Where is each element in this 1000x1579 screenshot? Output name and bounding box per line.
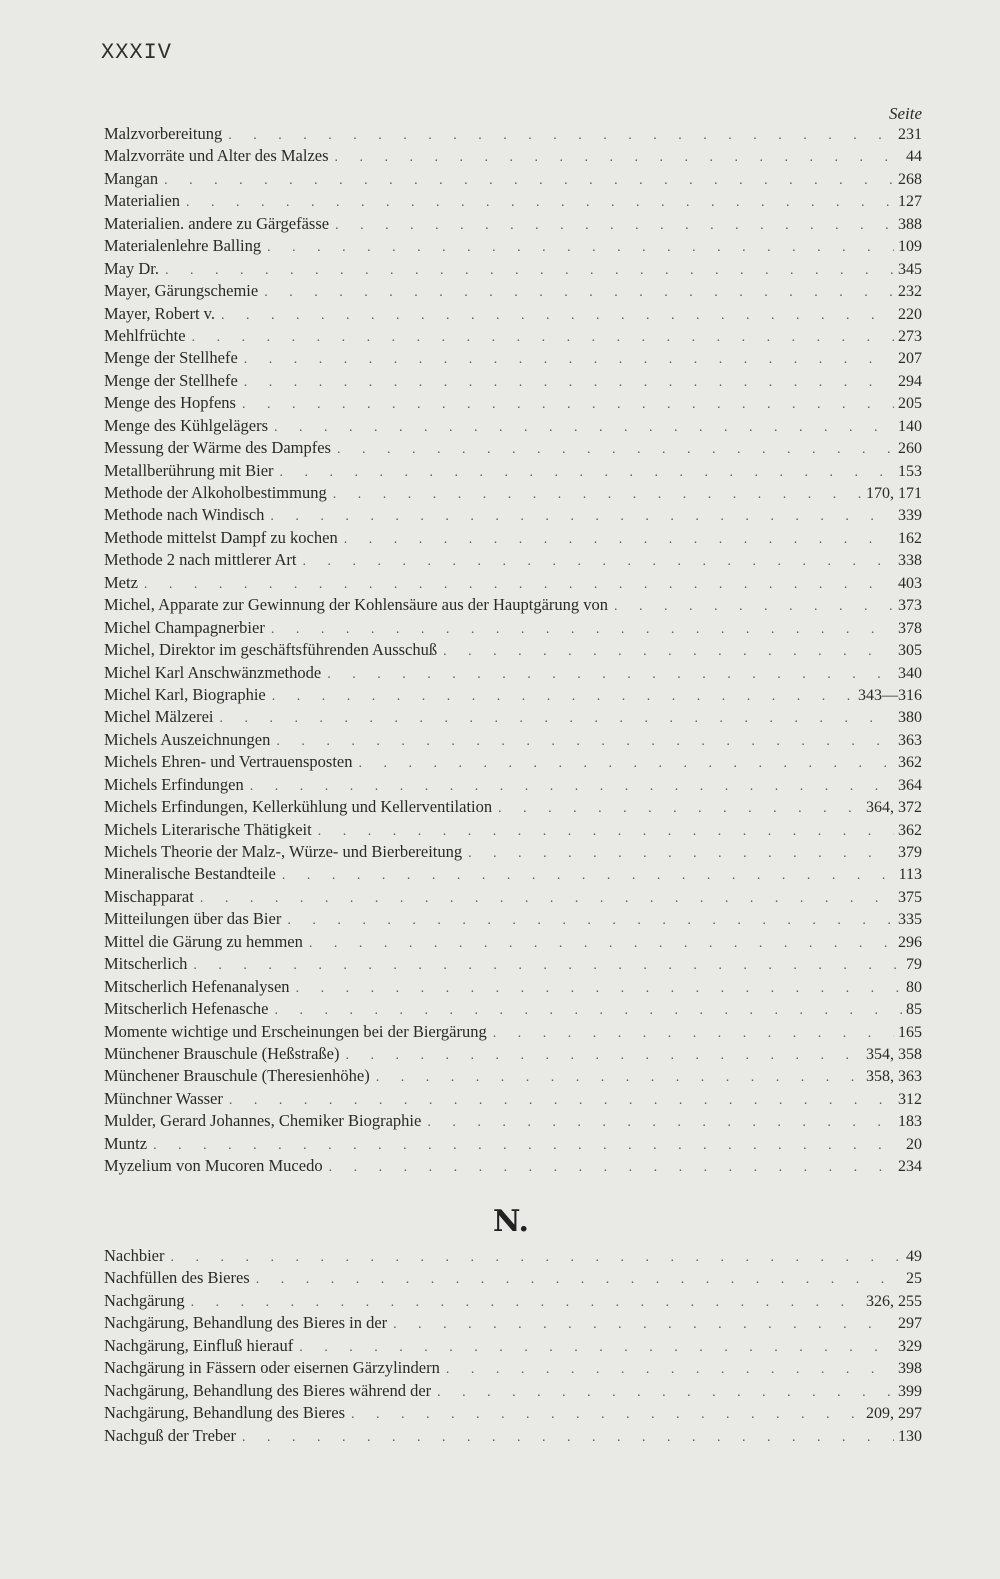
dot-leader	[299, 1337, 894, 1359]
index-entry	[104, 392, 922, 414]
index-entry-page: 209, 297	[866, 1405, 922, 1423]
index-entry	[104, 415, 922, 437]
dot-leader	[229, 1090, 894, 1112]
index-entry-page: 85	[906, 1001, 922, 1019]
index-entry-page: 375	[898, 888, 922, 906]
index-entry-term: Malzvorräte und Alter des Malzes	[104, 146, 329, 166]
index-entry-page: 312	[898, 1090, 922, 1108]
dot-leader	[280, 462, 894, 484]
index-entry	[104, 1043, 922, 1065]
index-entry-page: 207	[898, 350, 922, 368]
dot-leader	[333, 484, 862, 506]
index-entry-page: 79	[906, 956, 922, 974]
index-entry-page: 326, 255	[866, 1292, 922, 1310]
dot-leader	[393, 1314, 894, 1336]
index-entry-term: Menge der Stellhefe	[104, 370, 238, 390]
index-entry-page: 130	[898, 1427, 922, 1445]
index-entry-term: Michels Auszeichnungen	[104, 729, 271, 749]
index-entry-page: 220	[898, 305, 922, 323]
dot-leader	[144, 574, 894, 596]
dot-leader	[309, 933, 894, 955]
index-entry-page: 273	[898, 327, 922, 345]
index-entry	[104, 729, 922, 751]
dot-leader	[359, 753, 894, 775]
dot-leader	[443, 641, 894, 663]
dot-leader	[296, 978, 902, 1000]
index-entry	[104, 1155, 922, 1177]
index-entry-term: Muntz	[104, 1133, 148, 1153]
dot-leader	[250, 776, 894, 798]
index-entry	[104, 437, 922, 459]
index-entry-page: 127	[898, 193, 922, 211]
index-entry-term: Münchener Brauschule (Theresienhöhe)	[104, 1066, 370, 1086]
index-entry-term: Michels Erfindungen, Kellerkühlung und Kellerventilation	[104, 797, 493, 817]
index-entry-page: 388	[898, 215, 922, 233]
index-entry-page: 113	[898, 866, 922, 884]
index-entry	[104, 370, 922, 392]
index-entry	[104, 1065, 922, 1087]
dot-leader	[335, 147, 902, 169]
index-entry-term: Messung der Wärme des Dampfes	[104, 438, 331, 458]
index-entry	[104, 863, 922, 885]
index-entry-term: Myzelium von Mucoren Mucedo	[104, 1156, 323, 1176]
dot-leader	[287, 910, 894, 932]
index-entry	[104, 1380, 922, 1402]
index-entry-page: 340	[898, 664, 922, 682]
dot-leader	[186, 192, 894, 214]
dot-leader	[327, 664, 894, 686]
index-entry-term: Methode der Alkoholbestimmung	[104, 483, 327, 502]
index-entry-term: Nachfüllen des Bieres	[104, 1268, 250, 1288]
index-entry	[104, 1357, 922, 1379]
dot-leader	[192, 327, 894, 349]
index-entry-term: Mischapparat	[104, 886, 194, 906]
index-entry-term: Nachgärung, Behandlung des Bieres	[104, 1403, 346, 1423]
dot-leader	[200, 888, 894, 910]
index-entry	[104, 617, 922, 639]
index-entry-term: Mayer, Robert v.	[104, 303, 215, 323]
index-entry	[104, 213, 922, 235]
index-entry	[104, 280, 922, 302]
index-entry	[104, 1021, 922, 1043]
index-entry	[104, 504, 922, 526]
dot-leader	[446, 1359, 894, 1381]
index-entry	[104, 460, 922, 482]
index-entry-page: 80	[906, 978, 922, 996]
index-entry	[104, 953, 922, 975]
index-entry	[104, 1267, 922, 1289]
index-entry-term: Methode 2 nach mittlerer Art	[104, 550, 297, 570]
index-entry	[104, 1290, 922, 1312]
dot-leader	[267, 237, 894, 259]
index-entry-term: May Dr.	[104, 258, 159, 278]
dot-leader	[318, 821, 894, 843]
dot-leader	[274, 417, 894, 439]
index-entry	[104, 639, 922, 661]
index-entry-term: Nachbier	[104, 1246, 165, 1265]
index-entry	[104, 841, 922, 863]
index-entry	[104, 258, 922, 280]
index-entry	[104, 235, 922, 257]
index-entry-page: 362	[898, 754, 922, 772]
index-entry-page: 363	[898, 731, 922, 749]
index-entry-page: 260	[898, 440, 922, 458]
index-entry	[104, 751, 922, 773]
index-entry-term: Mulder, Gerard Johannes, Chemiker Biographie	[104, 1111, 422, 1131]
index-entry-term: Methode nach Windisch	[104, 505, 265, 525]
index-entry-page: 20	[906, 1135, 922, 1153]
index-entry	[104, 1425, 922, 1447]
index-entry-term: Metallberührung mit Bier	[104, 460, 274, 480]
dot-leader	[270, 506, 894, 528]
index-entry-page: 44	[906, 148, 922, 166]
dot-leader	[193, 955, 902, 977]
index-list-m	[104, 123, 922, 1178]
dot-leader	[271, 619, 894, 641]
dot-leader	[614, 596, 894, 618]
index-entry-term: Michel Champagnerbier	[104, 617, 265, 637]
index-entry	[104, 1402, 922, 1424]
dot-leader	[272, 686, 854, 708]
index-entry-term: Nachgärung in Fässern oder eisernen Gärzylindern	[104, 1358, 440, 1378]
dot-leader	[242, 394, 894, 416]
index-entry-page: 49	[906, 1248, 922, 1265]
index-entry-page: 25	[906, 1270, 922, 1288]
index-entry-term: Materialenlehre Balling	[104, 236, 262, 256]
index-entry-page: 398	[898, 1360, 922, 1378]
index-entry	[104, 347, 922, 369]
index-entry-term: Michel, Direktor im geschäftsführenden Ausschuß	[104, 640, 438, 660]
index-entry	[104, 886, 922, 908]
dot-leader	[242, 1427, 894, 1449]
index-entry-page: 364	[898, 776, 922, 794]
dot-leader	[244, 372, 894, 394]
index-entry	[104, 325, 922, 347]
dot-leader	[337, 439, 894, 461]
index-entry	[104, 303, 922, 325]
index-entry-term: Michels Ehren- und Vertrauensposten	[104, 752, 353, 772]
index-entry-page: 232	[898, 283, 922, 301]
index-entry-page: 165	[898, 1023, 922, 1041]
index-entry	[104, 190, 922, 212]
dot-leader	[335, 215, 894, 237]
index-entry-term: Mineralische Bestandteile	[104, 864, 276, 884]
dot-leader	[164, 170, 894, 192]
index-entry-term: Michel Karl Anschwänzmethode	[104, 662, 322, 682]
index-entry-term: Michels Literarische Thätigkeit	[104, 819, 312, 839]
dot-leader	[282, 865, 895, 887]
dot-leader	[220, 708, 895, 730]
index-entry-term: Münchener Brauschule (Heßstraße)	[104, 1043, 340, 1063]
index-entry-term: Michels Erfindungen	[104, 774, 244, 794]
index-entry-term: Münchner Wasser	[104, 1088, 223, 1108]
index-entry-term: Metz	[104, 572, 138, 592]
dot-leader	[256, 1269, 902, 1291]
index-entry	[104, 706, 922, 728]
index-entry	[104, 1133, 922, 1155]
index-entry-term: Nachguß der Treber	[104, 1425, 236, 1445]
index-entry-page: 338	[898, 552, 922, 570]
dot-leader	[468, 843, 894, 865]
index-entry	[104, 774, 922, 796]
index-entry-page: 297	[898, 1315, 922, 1333]
index-entry	[104, 572, 922, 594]
index-entry-term: Michel, Apparate zur Gewinnung der Kohlensäure aus der Hauptgärung von	[104, 595, 609, 615]
dot-leader	[244, 349, 894, 371]
index-entry-page: 335	[898, 911, 922, 929]
index-entry-term: Mangan	[104, 168, 159, 188]
index-entry-term: Nachgärung	[104, 1290, 185, 1310]
dot-leader	[376, 1067, 862, 1089]
index-entry	[104, 976, 922, 998]
index-entry-page: 345	[898, 260, 922, 278]
index-entry-page: 380	[898, 709, 922, 727]
index-entry-term: Menge des Kühlgelägers	[104, 415, 269, 435]
dot-leader	[153, 1135, 902, 1157]
dot-leader	[427, 1112, 894, 1134]
index-entry-term: Mitscherlich Hefenasche	[104, 999, 269, 1019]
index-entry	[104, 931, 922, 953]
index-entry-page: 358, 363	[866, 1068, 922, 1086]
index-entry-page: 234	[898, 1158, 922, 1176]
dot-leader	[498, 798, 862, 820]
index-entry	[104, 1312, 922, 1334]
dot-leader	[344, 529, 894, 551]
index-entry	[104, 998, 922, 1020]
index-entry-term: Menge des Hopfens	[104, 393, 236, 413]
index-entry-term: Momente wichtige und Erscheinungen bei der Biergärung	[104, 1021, 487, 1041]
index-entry	[104, 908, 922, 930]
index-entry	[104, 1110, 922, 1132]
index-entry-page: 296	[898, 933, 922, 951]
dot-leader	[329, 1157, 894, 1179]
index-entry-page: 183	[898, 1113, 922, 1131]
index-entry-page: 231	[898, 126, 922, 143]
index-list-n	[104, 1245, 922, 1447]
dot-leader	[276, 731, 894, 753]
index-entry-term: Materialien	[104, 191, 181, 211]
index-entry-term: Michels Theorie der Malz-, Würze- und Bierbereitung	[104, 842, 463, 861]
index-entry-page: 403	[898, 574, 922, 592]
index-entry-page: 170, 171	[866, 485, 922, 502]
index-entry	[104, 482, 922, 504]
column-header-seite: Seite	[888, 104, 922, 123]
index-entry-term: Michel Karl, Biographie	[104, 684, 266, 704]
index-entry-page: 140	[898, 417, 922, 435]
index-entry	[104, 1088, 922, 1110]
index-entry	[104, 1335, 922, 1357]
index-entry-term: Methode mittelst Dampf zu kochen	[104, 527, 338, 547]
index-entry-page: 379	[898, 844, 922, 861]
index-entry-page: 268	[898, 170, 922, 188]
index-entry-page: 339	[898, 507, 922, 525]
index-entry-page: 364, 372	[866, 799, 922, 817]
index-entry-term: Mitscherlich	[104, 954, 188, 974]
index-entry-page: 399	[898, 1382, 922, 1400]
index-entry-page: 343—316	[858, 686, 922, 704]
dot-leader	[221, 305, 894, 327]
dot-leader	[165, 260, 894, 282]
index-entry-page: 153	[898, 462, 922, 480]
index-entry-page: 378	[898, 619, 922, 637]
index-entry-page: 109	[898, 238, 922, 256]
index-entry-term: Menge der Stellhefe	[104, 348, 238, 368]
index-entry-page: 162	[898, 529, 922, 547]
index-entry	[104, 684, 922, 706]
index-entry-page: 329	[898, 1337, 922, 1355]
index-entry	[104, 549, 922, 571]
index-entry-page: 294	[898, 372, 922, 390]
dot-leader	[351, 1404, 862, 1426]
index-entry-page: 305	[898, 642, 922, 660]
index-entry	[104, 796, 922, 818]
dot-leader	[302, 551, 894, 573]
index-entry	[104, 819, 922, 841]
dot-leader	[191, 1292, 862, 1314]
dot-leader	[437, 1382, 894, 1404]
index-entry-term: Nachgärung, Einfluß hierauf	[104, 1335, 294, 1355]
index-entry	[104, 145, 922, 167]
index-entry	[104, 594, 922, 616]
dot-leader	[346, 1045, 863, 1067]
index-entry	[104, 168, 922, 190]
index-entry-term: Mitteilungen über das Bier	[104, 909, 282, 929]
page-number: XXXIV	[101, 40, 173, 65]
index-entry-page: 362	[898, 821, 922, 839]
dot-leader	[228, 125, 894, 147]
index-entry-term: Materialien. andere zu Gärgefässe	[104, 213, 330, 233]
index-entry	[104, 527, 922, 549]
dot-leader	[274, 1000, 902, 1022]
dot-leader	[264, 282, 894, 304]
dot-leader	[170, 1247, 902, 1269]
index-entry	[104, 662, 922, 684]
index-entry	[104, 123, 922, 145]
index-entry-term: Mehlfrüchte	[104, 325, 186, 345]
index-entry-page: 373	[898, 597, 922, 615]
index-entry-term: Michel Mälzerei	[104, 707, 214, 727]
index-entry-page: 205	[898, 395, 922, 413]
index-entry-page: 354, 358	[866, 1045, 922, 1063]
section-letter-n: N.	[493, 1204, 529, 1239]
index-entry	[104, 1245, 922, 1267]
index-entry-term: Mitscherlich Hefenanalysen	[104, 976, 290, 996]
dot-leader	[493, 1023, 894, 1045]
index-entry-term: Mayer, Gärungschemie	[104, 281, 259, 301]
index-entry-term: Mittel die Gärung zu hemmen	[104, 931, 303, 951]
index-entry-term: Nachgärung, Behandlung des Bieres während der	[104, 1380, 432, 1400]
index-entry-term: Malzvorbereitung	[104, 124, 223, 143]
index-entry-term: Nachgärung, Behandlung des Bieres in der	[104, 1313, 388, 1333]
